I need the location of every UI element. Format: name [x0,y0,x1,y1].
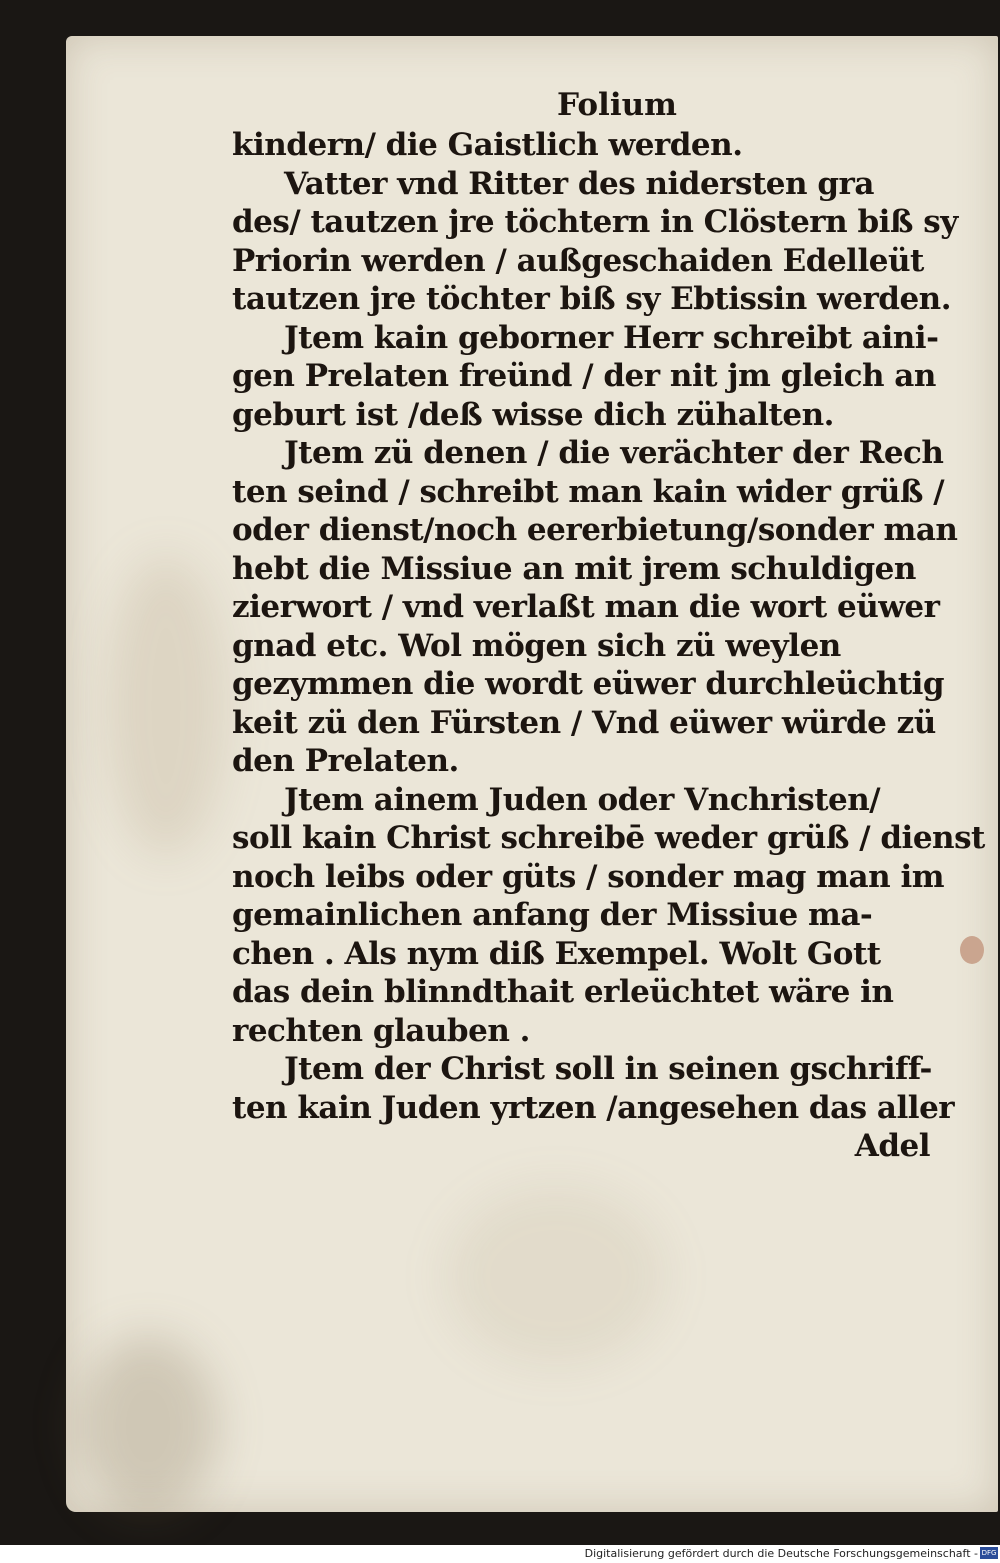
text-line: Jtem zü denen / die verächter der Rech [284,435,944,471]
text-line: soll kain Christ schreibē weder grüß / dienst [232,820,985,856]
text-line: gemainlichen anfang der Missiue ma- [232,897,873,933]
text-line: gezymmen die wordt eüwer durchleüchtig [232,666,945,702]
text-line: gnad etc. Wol mögen sich zü weylen [232,627,841,664]
text-line: Jtem kain geborner Herr schreibt aini- [284,319,939,356]
text-line: Jtem der Christ soll in seinen gschriff- [284,1051,932,1087]
page-stain [106,556,226,856]
text-line: keit zü den Fürsten / Vnd eüwer würde zü [232,704,936,741]
text-line: den Prelaten. [232,743,459,779]
text-line: Vatter vnd Ritter des nidersten gra [284,165,874,202]
text-line: das dein blinndthait erleüchtet wäre in [232,974,894,1010]
text-line: hebt die Missiue an mit jrem schuldigen [232,550,916,587]
text-line: des/ tautzen jre töchtern in Clöstern biß sy [232,204,958,240]
text-line: oder dienst/noch eererbietung/sonder man [232,512,958,548]
text-line: tautzen jre töchter biß sy Ebtissin werden. [232,281,952,317]
text-line: gen Prelaten freünd / der nit jm gleich an [232,358,936,394]
text-line: kindern/ die Gaistlich werden. [232,127,743,163]
catchword: Adel [854,1128,930,1164]
text-line: zierwort / vnd verlaßt man die wort eüwer [232,589,940,625]
funding-credit: Digitalisierung gefördert durch die Deutsche Forschungsgemeinschaft - [584,1547,978,1560]
paper-hole [960,936,984,964]
running-head: Folium [557,87,677,123]
page-text-block [232,84,985,1166]
dfg-logo: DFG [981,1549,997,1557]
text-line: chen . Als nym diß Exempel. Wolt Gott [232,935,881,972]
text-line: ten kain Juden yrtzen /angesehen das aller [232,1089,955,1126]
text-line: Priorin werden / außgeschaiden Edelleüt [232,242,924,279]
page-stain [78,1336,218,1516]
footer-bar [0,1545,1000,1563]
text-line: noch leibs oder güts / sonder mag man im [232,858,945,895]
page-stain [446,1186,666,1366]
text-line: ten seind / schreibt man kain wider grüß / [232,473,945,510]
text-line: Jtem ainem Juden oder Vnchristen/ [284,781,881,818]
text-line: rechten glauben . [232,1012,530,1049]
text-line: geburt ist /deß wisse dich zühalten. [232,396,834,433]
